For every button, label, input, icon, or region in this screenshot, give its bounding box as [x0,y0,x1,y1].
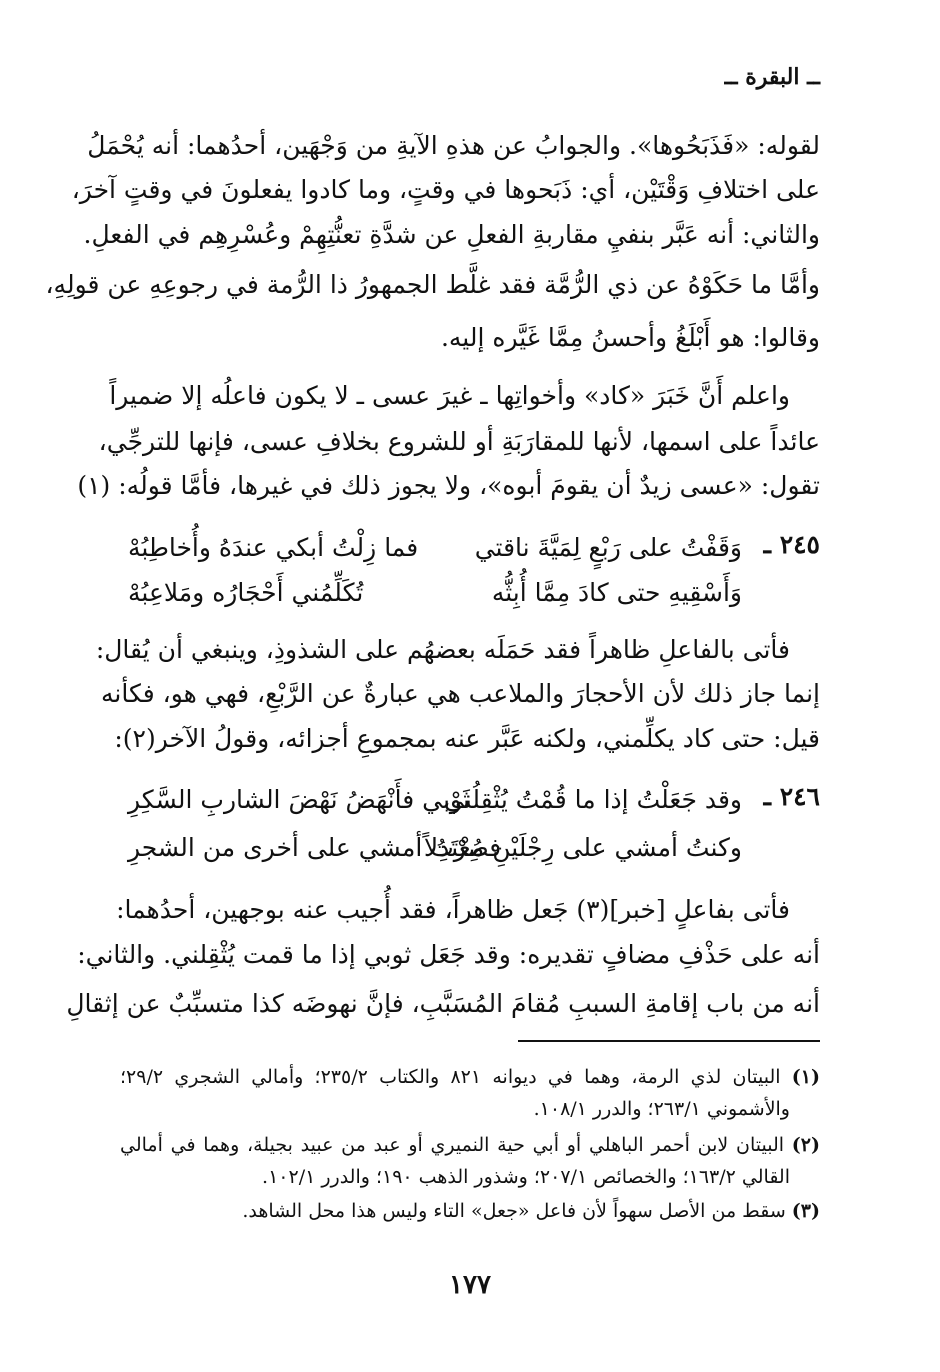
para3-line-1: فأتى بالفاعلِ ظاهراً فقد حَمَلَه بعضهُم على الشذوذِ، وينبغي أن يُقال: [95,635,790,664]
verse245-line1-first-hemistich: وَقَفْتُ على رَبْعٍ لِمَيَّةَ ناقتي [474,533,742,562]
footnote-1-marker: (١) [791,1066,821,1088]
para1-line-4: وأمَّا ما حَكَوْهُ عن ذي الرُّمَّة فقد غلَّط الجمهورُ ذا الرُّمة في رجوعِهِ عن قولِهِ، [45,270,820,299]
para1-line-1: لقوله: «فَذَبَحُوها». والجوابُ عن هذهِ الآيةِ من وَجْهَين، أحدُهما: أنه يُحْمَلُ [87,131,820,160]
para2-line-2: عائداً على اسمها، لأنها للمقارَبَةِ أو للشروع بخلافِ عسى، فإنها للترجِّي، [98,427,820,456]
para1-line-2: على اختلافِ وَقْتَيْن، أي: ذَبَحوها في وقتٍ، وما كادوا يفعلونَ في وقتٍ آخرَ، [71,175,820,204]
footnote-3-marker: (٣) [791,1200,820,1222]
footnote-divider [518,1040,820,1042]
footnote-1-line-1 [120,1062,820,1092]
verse245-line1-second-hemistich: فما زِلْتُ أبكي عندَهُ وأُخاطِبُهْ [128,533,419,562]
footnote-3-line-1 [120,1196,820,1226]
verse246-line2-first-hemistich: وكنتُ أمشي على رِجْلَيْنِ مُعْتَدِلاً [423,833,742,862]
footnote-2-text: البيتان لابن أحمر الباهلي أو أبي حية النميري أو عبد من عبيد بجيلة، وهما في أمالي [120,1134,785,1156]
footnote-1-line-2: والأشموني ٢٦٣/١؛ والدرر ١٠٨/١. [533,1098,790,1120]
verse-number-246: ٢٤٦ ـ [763,782,820,811]
verse246-line2-second-hemistich: فصِرْتُ أمشي على أخرى من الشجرِ [128,833,502,862]
para4-line-1: فأتى بفاعلٍ [خبر](٣) جَعل ظاهراً، فقد أُجيب عنه بوجهين، أحدُهما: [116,895,790,924]
verse245-line2-second-hemistich: تُكَلِّمُني أَحْجَارُه ومَلاعِبُهْ [128,578,364,607]
verse246-line1-second-hemistich: ثَوْبي فأَنْهَضُ نَهْضَ الشاربِ السَّكِرِ [128,785,470,814]
para1-line-3: والثاني: أنه عَبَّر بنفيِ مقاربةِ الفعلِ عن شدَّةِ تعنُّتِهِمْ وعُسْرِهِم في الفعلِ. [83,220,820,249]
footnote-2-line-2: القالي ١٦٣/٢؛ والخصائص ٢٠٧/١؛ وشذور الذهب ١٩٠؛ والدرر ١٠٢/١. [262,1166,790,1188]
para2-line-1: واعلم أَنَّ خَبَرَ «كاد» وأخواتِها ـ غيرَ عسى ـ لا يكون فاعلُه إلا ضميراً [109,381,790,410]
verse246-line1-first-hemistich: وقد جَعَلْتُ إذا ما قُمْتُ يُثْقِلُني [443,785,742,814]
footnote-2-marker: (٢) [791,1134,820,1156]
para1-line-5: وقالوا: هو أَبْلَغُ وأحسنُ مِمَّا غَيَّره إليه. [440,323,820,352]
page-number: ١٧٧ [449,1270,491,1300]
para2-line-3: تقول: «عسى زيدٌ أن يقومَ أبوه»، ولا يجوز ذلك في غيرها، فأمَّا قولُه: (١) [77,471,820,500]
para4-line-3: أنه من باب إقامةِ السببِ مُقامَ المُسَبَّبِ، فإنَّ نهوضَه كذا متسبِّبٌ عن إثقالِ [66,989,820,1018]
para3-line-3: قيل: حتى كاد يكلِّمني، ولكنه عَبَّر عنه بمجموعِ أجزائه، وقولُ الآخر(٢): [114,724,820,753]
footnote-2-line-1 [120,1130,820,1160]
footnote-3-text: سقط من الأصل سهواً لأن فاعل «جعل» التاء وليس هذا محل الشاهد. [242,1200,786,1222]
para4-line-2: أنه على حَذْفِ مضافٍ تقديره: وقد جَعَل ثوبي إذا ما قمت يُثْقِلني. والثاني: [77,940,820,969]
footnote-1-text: البيتان لذي الرمة، وهما في ديوانه ٨٢١ والكتاب ٢٣٥/٢؛ وأمالي الشجري ٢٩/٢؛ [120,1066,781,1088]
verse245-line2-first-hemistich: وَأَسْقِيهِ حتى كادَ مِمَّا أُبِثُّه [491,578,742,607]
running-header: ــ البقرة ــ [724,64,820,90]
verse-number-245: ٢٤٥ ـ [763,530,820,559]
para3-line-2: إنما جاز ذلك لأن الأحجارَ والملاعب هي عبارةٌ عن الرَّبْعِ، فهي هو، فكأنه [101,679,820,708]
